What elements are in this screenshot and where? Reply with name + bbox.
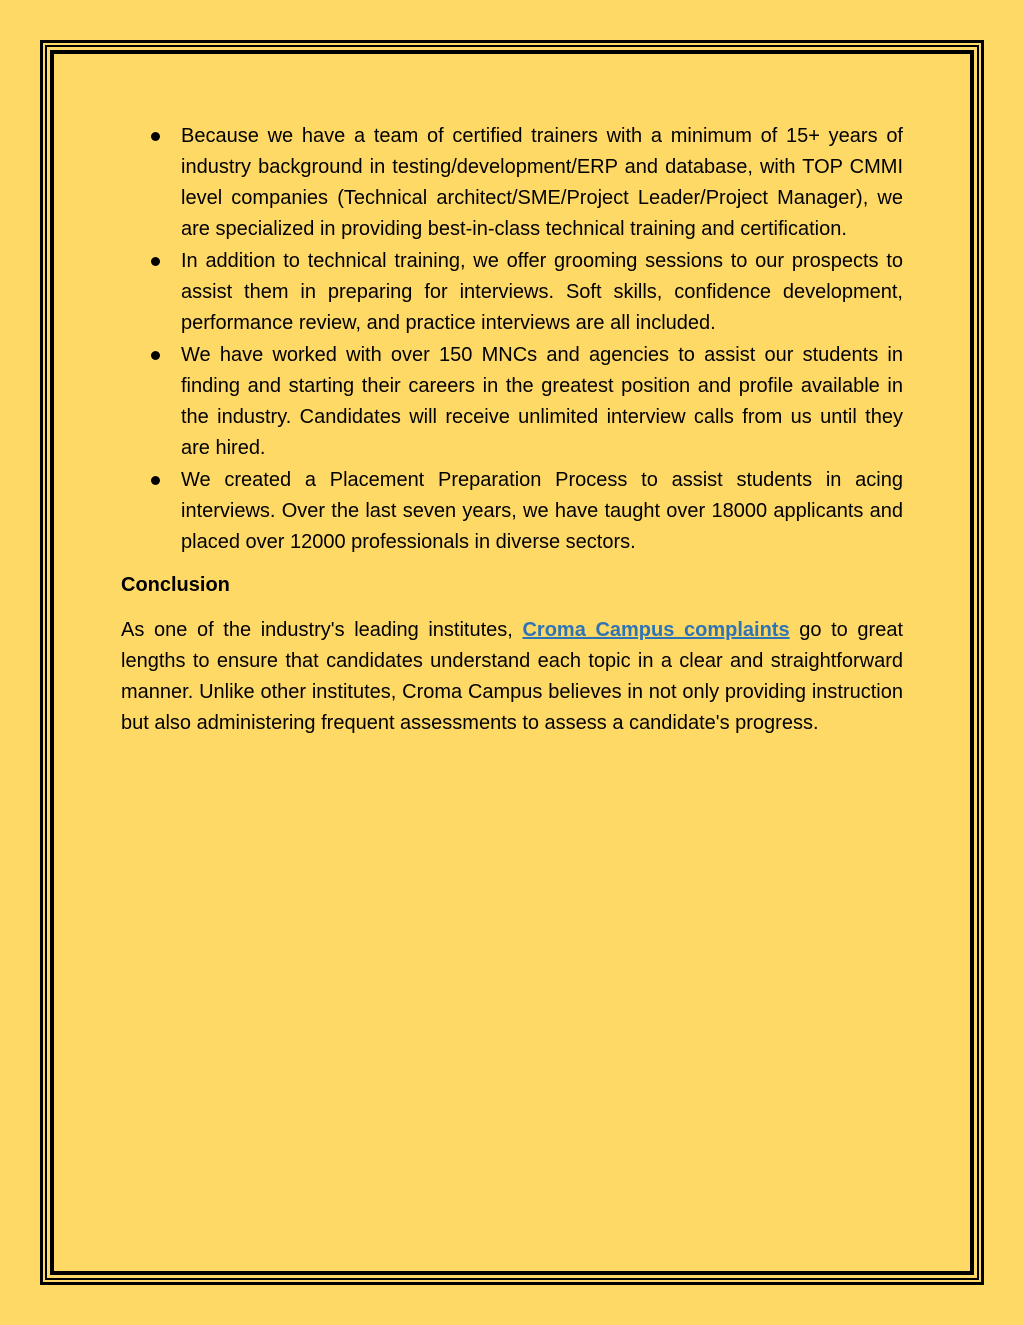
bullet-icon xyxy=(151,476,160,485)
bullet-icon xyxy=(151,132,160,141)
list-item-text: Because we have a team of certified trainers with a minimum of 15+ years of industry background in testing/development/ERP and database, with TOP CMMI level companies (Technical architect/SME/Project Leader/Project Manager), we are specialized in providing best-in-class technical training and certification. xyxy=(181,125,903,240)
benefits-list xyxy=(121,121,903,558)
list-item-text: In addition to technical training, we offer grooming sessions to our prospects to assist them in preparing for interviews. Soft skills, confidence development, performance review, and practice interviews are all included. xyxy=(181,250,903,334)
list-item-text: We have worked with over 150 MNCs and agencies to assist our students in finding and starting their careers in the greatest position and profile available in the industry. Candidates will receive unlimited interview calls from us until they are hired. xyxy=(181,344,903,459)
croma-campus-complaints-link[interactable]: Croma Campus complaints xyxy=(522,619,790,641)
list-item xyxy=(121,340,903,464)
conclusion-text-start: As one of the industry's leading institutes, xyxy=(121,619,523,641)
conclusion-paragraph xyxy=(121,615,903,739)
list-item xyxy=(121,465,903,558)
bullet-icon xyxy=(151,257,160,266)
bullet-icon xyxy=(151,351,160,360)
conclusion-heading: Conclusion xyxy=(121,574,230,596)
conclusion-text-end: go to great lengths to ensure that candidates understand each topic in a clear and straightforward manner. Unlike other institutes, Croma Campus believes in not only providing instruction but also administering frequent assessments to assess a candidate's progress. xyxy=(121,619,903,734)
list-item xyxy=(121,246,903,339)
document-body xyxy=(121,121,903,739)
list-item xyxy=(121,121,903,245)
list-item-text: We created a Placement Preparation Process to assist students in acing interviews. Over the last seven years, we have taught over 18000 applicants and placed over 12000 professionals in diverse sectors. xyxy=(181,469,903,553)
